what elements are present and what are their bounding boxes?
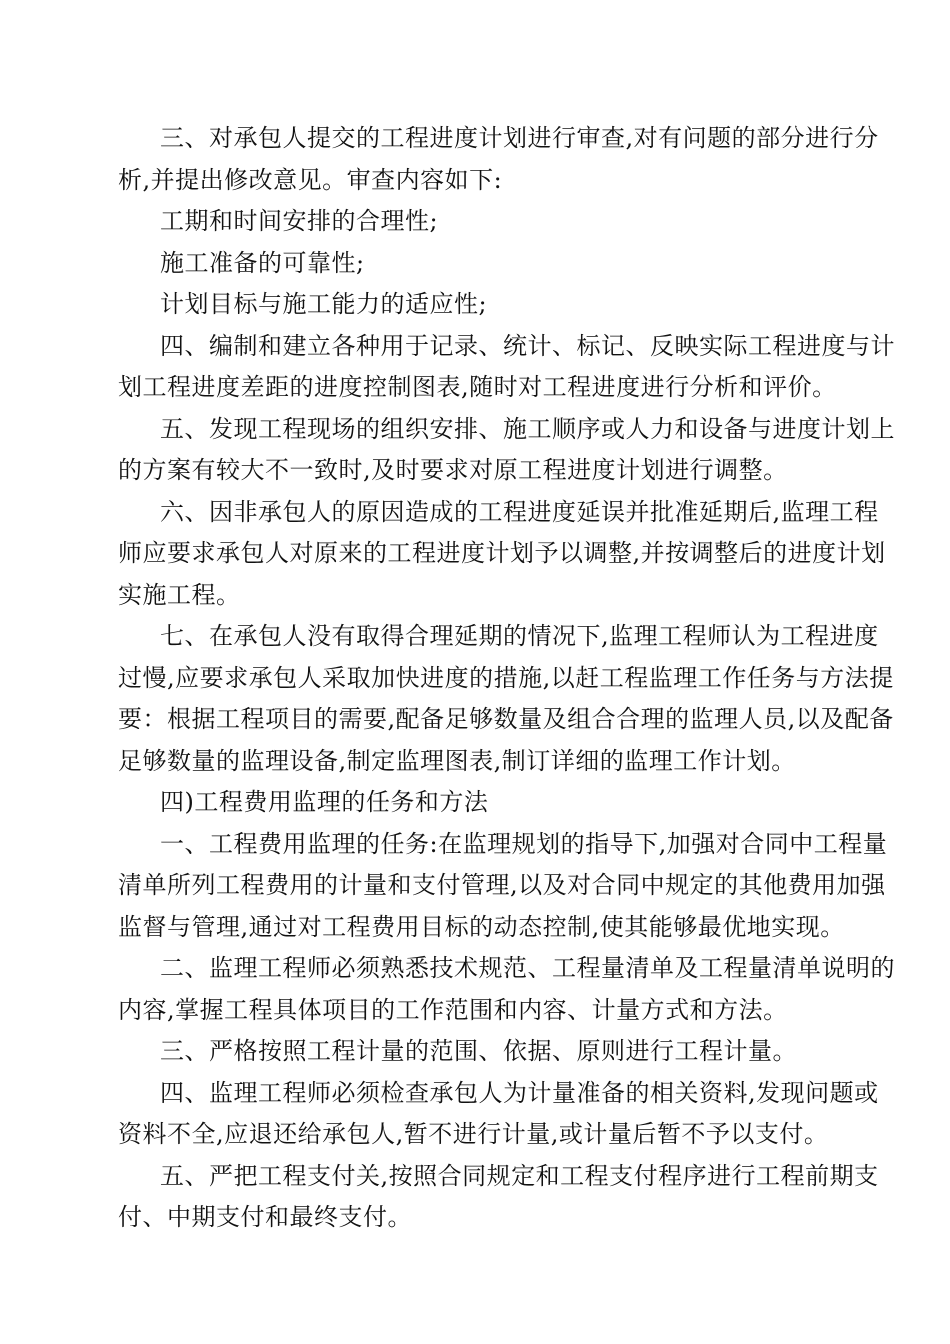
text-line: 实施工程。 — [118, 581, 241, 609]
text-line: 工期和时间安排的合理性; — [160, 207, 439, 235]
text-line: 二、监理工程师必须熟悉技术规范、工程量清单及工程量清单说明的 — [160, 954, 895, 982]
text-line: 师应要求承包人对原来的工程进度计划予以调整,并按调整后的进度计划 — [118, 539, 886, 567]
text-line: 析,并提出修改意见。审查内容如下: — [118, 166, 503, 194]
text-line: 资料不全,应退还给承包人,暂不进行计量,或计量后暂不予以支付。 — [118, 1120, 829, 1148]
text-line: 五、严把工程支付关,按照合同规定和工程支付程序进行工程前期支 — [160, 1162, 879, 1190]
text-line: 监督与管理,通过对工程费用目标的动态控制,使其能够最优地实现。 — [118, 913, 845, 941]
text-line: 六、因非承包人的原因造成的工程进度延误并批准延期后,监理工程 — [160, 498, 879, 526]
text-line: 内容,掌握工程具体项目的工作范围和内容、计量方式和方法。 — [118, 996, 788, 1024]
text-line: 清单所列工程费用的计量和支付管理,以及对合同中规定的其他费用加强 — [118, 871, 886, 899]
text-line: 四、编制和建立各种用于记录、统计、标记、反映实际工程进度与计 — [160, 332, 895, 360]
text-line: 足够数量的监理设备,制定监理图表,制订详细的监理工作计划。 — [118, 747, 796, 775]
text-line: 过慢,应要求承包人采取加快进度的措施,以赶工程监理工作任务与方法提 — [118, 664, 894, 692]
text-line: 要：根据工程项目的需要,配备足够数量及组合合理的监理人员,以及配备 — [118, 705, 894, 733]
text-line: 的方案有较大不一致时,及时要求对原工程进度计划进行调整。 — [118, 456, 788, 484]
text-line: 三、对承包人提交的工程进度计划进行审查,对有问题的部分进行分 — [160, 124, 879, 152]
text-line: 四、监理工程师必须检查承包人为计量准备的相关资料,发现问题或 — [160, 1079, 879, 1107]
text-line: 五、发现工程现场的组织安排、施工顺序或人力和设备与进度计划上 — [160, 415, 895, 443]
text-line: 一、工程费用监理的任务:在监理规划的指导下,加强对合同中工程量 — [160, 830, 888, 858]
text-line: 七、在承包人没有取得合理延期的情况下,监理工程师认为工程进度 — [160, 622, 879, 650]
text-line: 施工准备的可靠性; — [160, 249, 365, 277]
text-line: 三、严格按照工程计量的范围、依据、原则进行工程计量。 — [160, 1037, 797, 1065]
text-line: 计划目标与施工能力的适应性; — [160, 290, 488, 318]
text-line: 付、中期支付和最终支付。 — [118, 1203, 412, 1231]
section-heading: 四)工程费用监理的任务和方法 — [160, 788, 489, 816]
text-line: 划工程进度差距的进度控制图表,随时对工程进度进行分析和评价。 — [118, 373, 837, 401]
